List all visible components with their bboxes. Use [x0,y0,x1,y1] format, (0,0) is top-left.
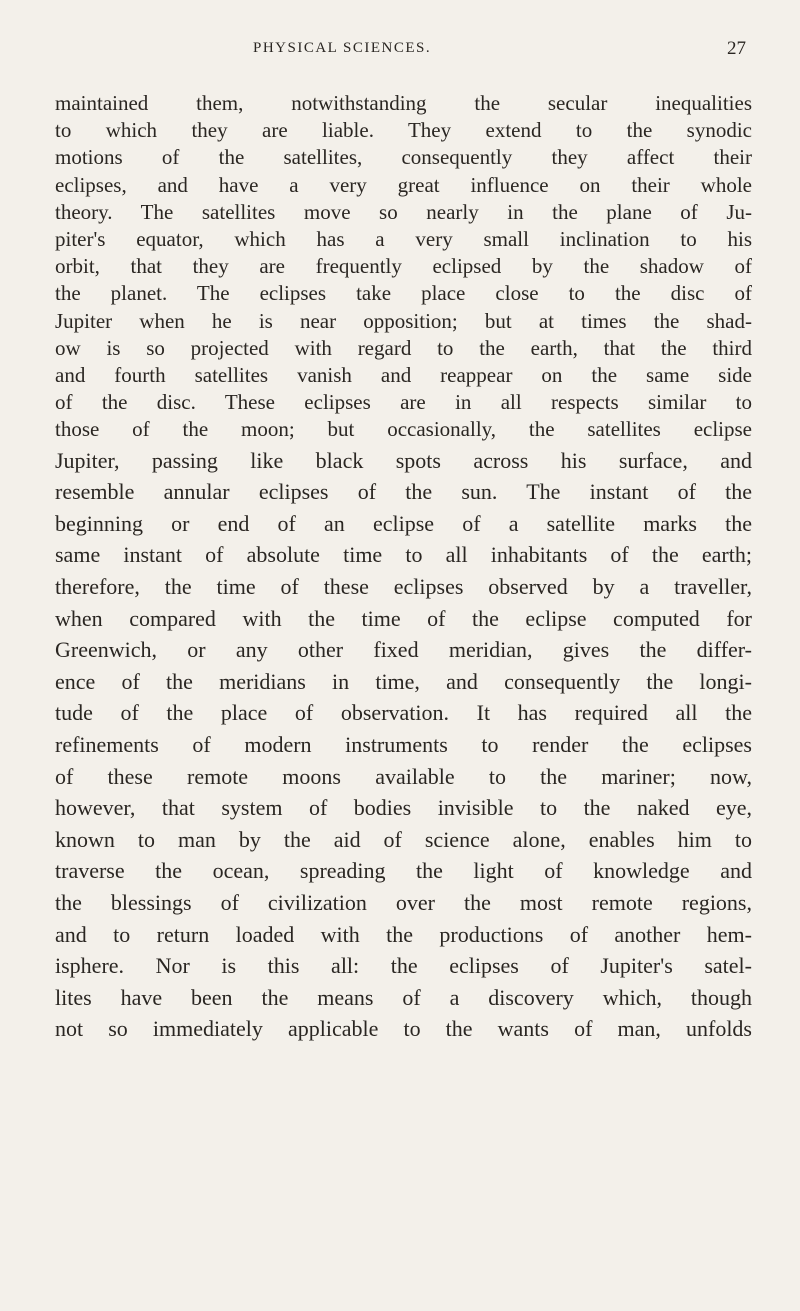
text-line: resemble annular eclipses of the sun. The instant of the [55,479,752,505]
text-line: same instant of absolute time to all inhabitants of the earth; [55,542,752,568]
text-line: when compared with the time of the eclipse computed for [55,605,752,631]
text-line: isphere. Nor is this all: the eclipses of Jupiter's satel- [55,953,752,979]
text-line: therefore, the time of these eclipses observed by a traveller, [55,574,752,599]
text-line: theory. The satellites move so nearly in the plane of Ju- [55,199,752,224]
text-line: refinements of modern instruments to render the eclipses [55,732,752,757]
page-number: 27 [727,38,746,59]
text-line: beginning or end of an eclipse of a satellite marks the [55,510,752,536]
text-line: the planet. The eclipses take place close to the disc of [55,281,752,306]
text-line: of these remote moons available to the mariner; now, [55,763,752,789]
text-line: ence of the meridians in time, and consequently the longi- [55,668,752,694]
text-line: Jupiter when he is near opposition; but at times the shad- [55,308,752,333]
text-line: lites have been the means of a discovery which, though [55,984,752,1010]
text-line: ow is so projected with regard to the earth, that the third [55,335,752,360]
text-line: traverse the ocean, spreading the light of knowledge and [55,858,752,884]
text-line: known to man by the aid of science alone, enables him to [55,826,752,852]
text-line: motions of the satellites, consequently they affect their [55,145,752,170]
text-line: Jupiter, passing like black spots across his surface, and [55,447,752,473]
text-line: the blessings of civilization over the most remote regions, [55,890,752,915]
text-line: orbit, that they are frequently eclipsed by the shadow of [55,254,752,279]
running-head: PHYSICAL SCIENCES. [253,40,432,56]
text-line: of the disc. These eclipses are in all respects similar to [55,390,752,415]
text-line: those of the moon; but occasionally, the satellites eclipse [55,417,752,442]
text-line: maintained them, notwithstanding the secular inequalities [55,91,752,115]
text-line: and to return loaded with the productions of another hem- [55,921,752,947]
text-line: not so immediately applicable to the wants of man, unfolds [55,1016,752,1042]
text-line: and fourth satellites vanish and reappear on the same side [55,363,752,387]
text-line: Greenwich, or any other fixed meridian, gives the differ- [55,637,752,663]
text-line: piter's equator, which has a very small inclination to his [55,227,752,251]
text-line: to which they are liable. They extend to the synodic [55,118,752,143]
text-line: however, that system of bodies invisible to the naked eye, [55,795,752,821]
text-line: tude of the place of observation. It has required all the [55,700,752,726]
page-header [0,40,800,62]
text-line: eclipses, and have a very great influence on their whole [55,172,752,197]
